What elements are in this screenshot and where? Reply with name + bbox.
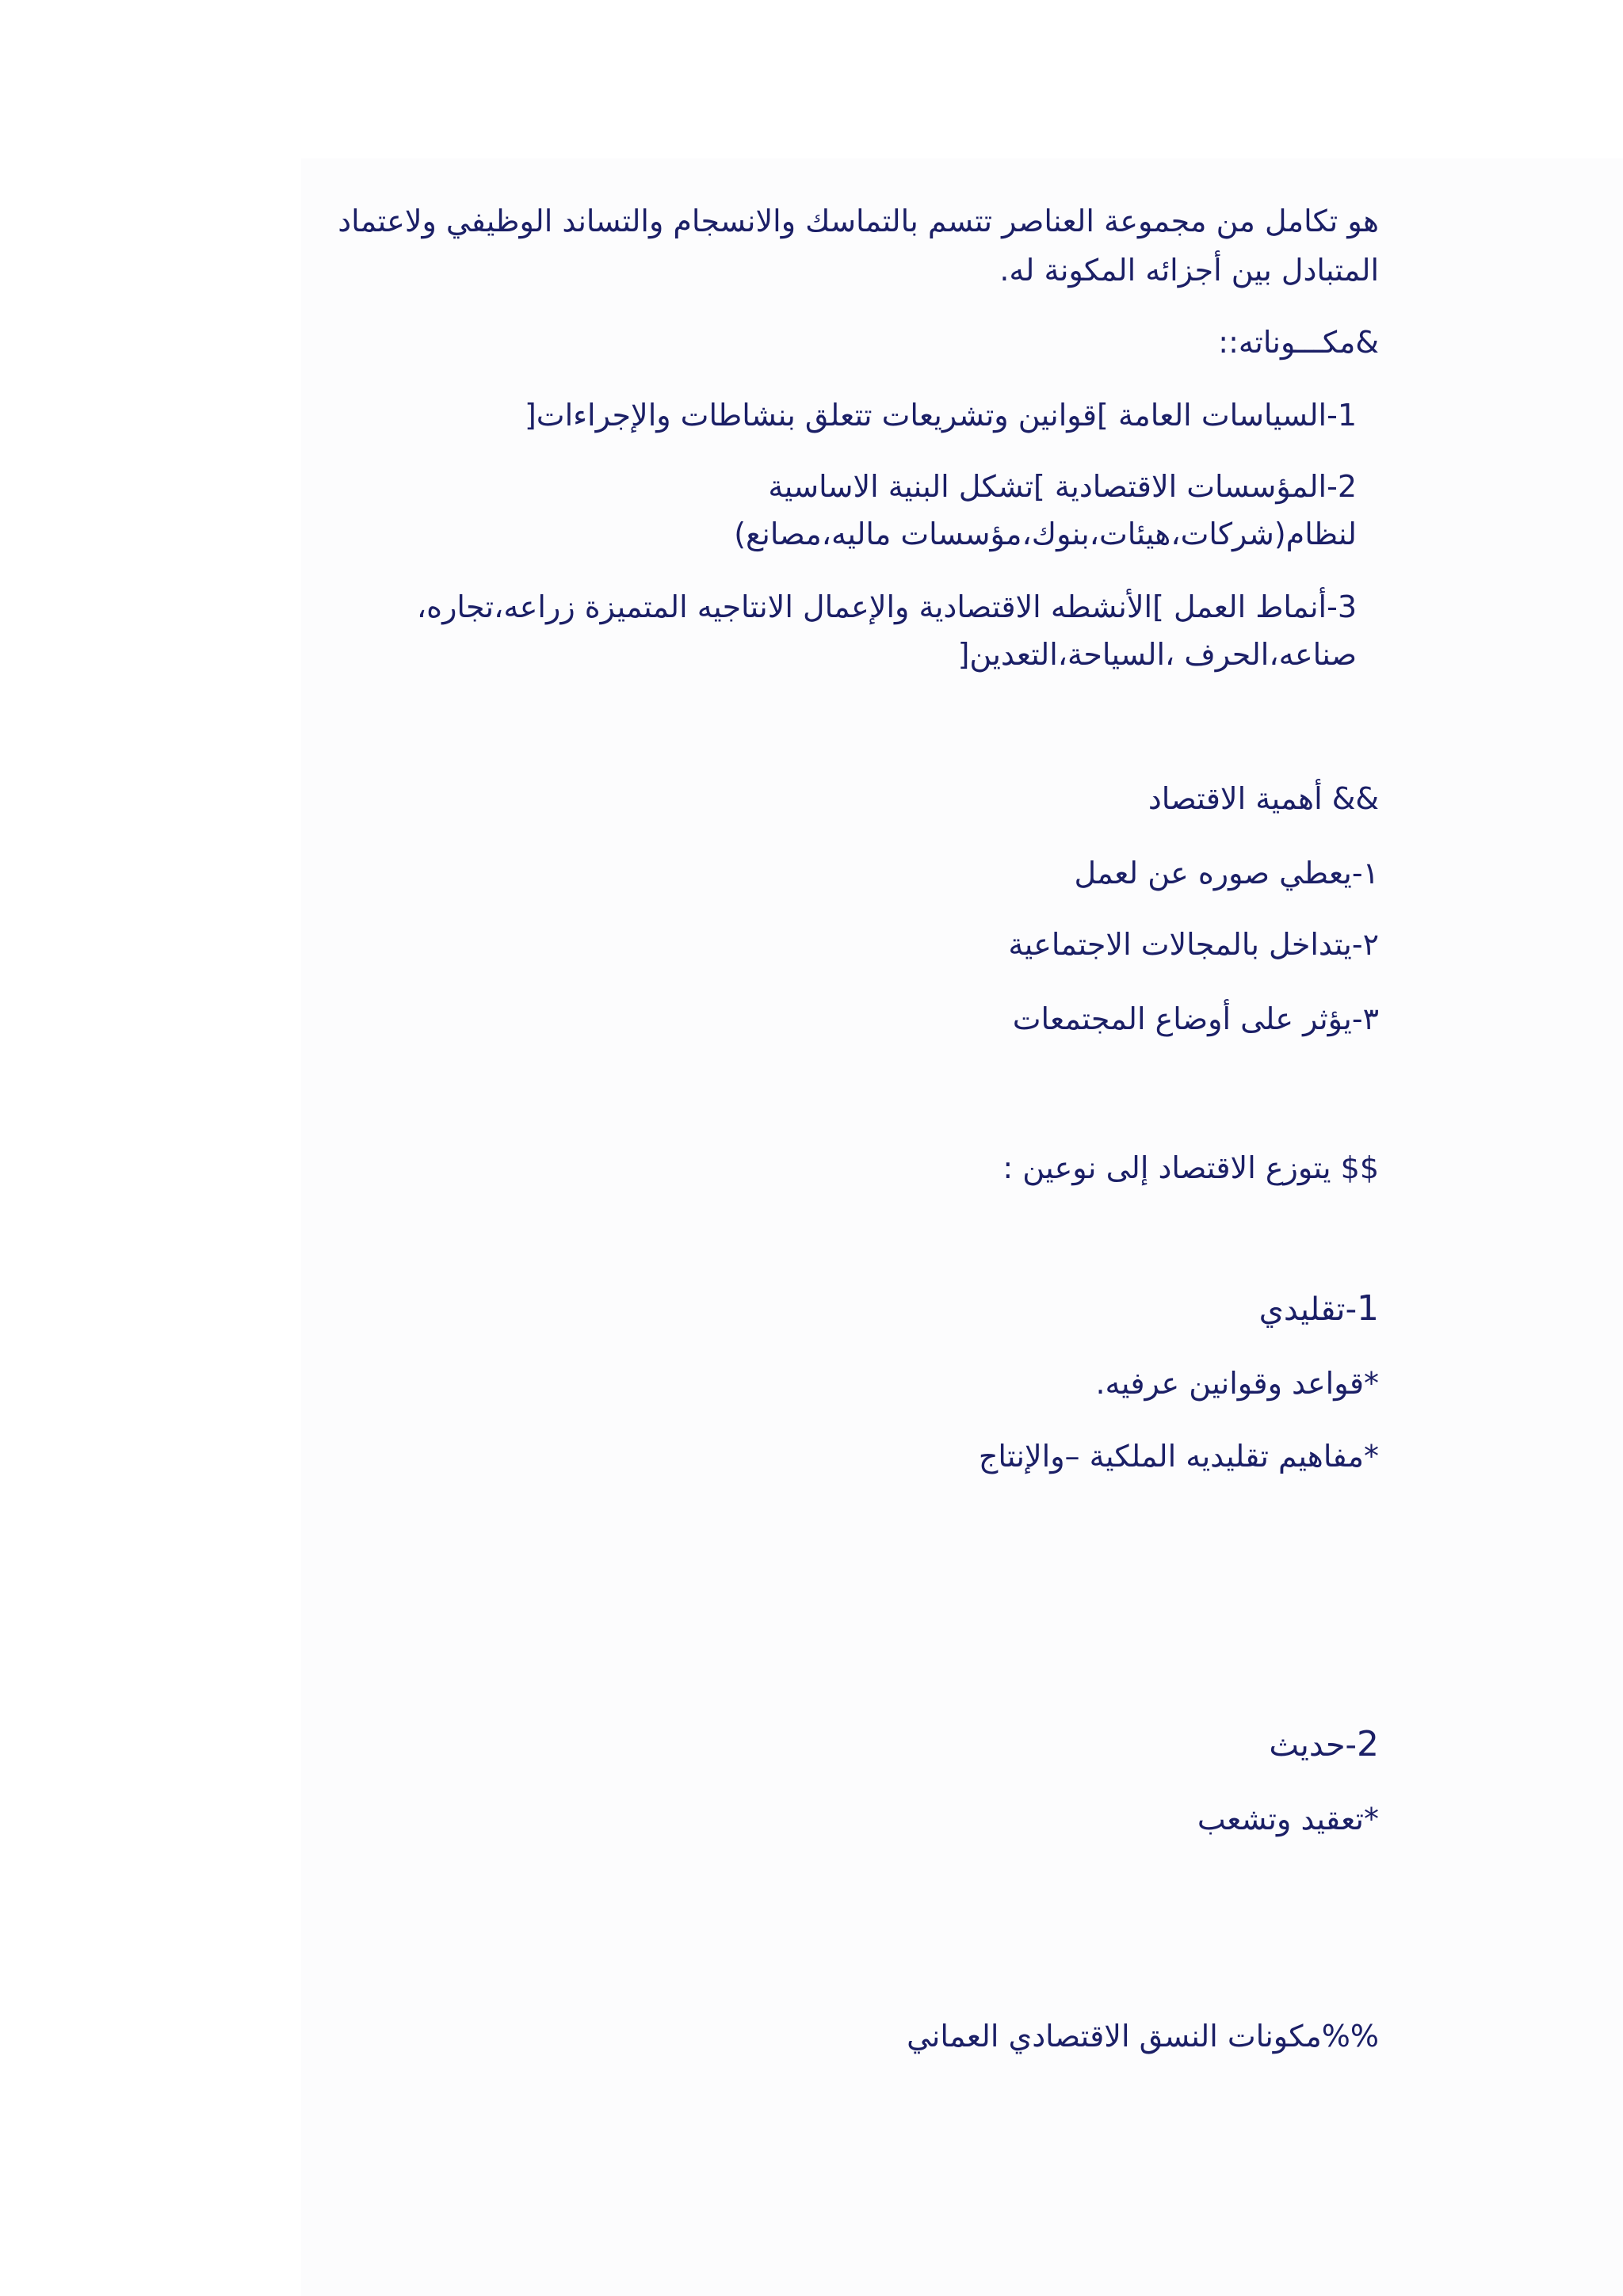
- importance-heading: && أهمية الاقتصاد: [1148, 781, 1379, 816]
- components-heading: &مكـــوناته::: [1218, 325, 1379, 360]
- types-heading: $$ يتوزع الاقتصاد إلى نوعين :: [1002, 1150, 1379, 1185]
- traditional-heading: [1259, 1285, 1379, 1333]
- importance-item-1: ١-يعطي صوره عن لعمل: [1074, 856, 1379, 891]
- components-item-1: [327, 391, 1357, 439]
- item-text: -السياسات العامة ]قوانين وتشريعات تتعلق بنشاطات والإجراءات[: [524, 398, 1338, 433]
- traditional-item-1: *قواعد وقوانين عرفيه.: [1095, 1366, 1379, 1401]
- modern-number: 2: [1357, 1724, 1379, 1764]
- item-text: -المؤسسات الاقتصادية ]تشكل البنية الاساسية لنظام(شركات،هيئات،بنوك،مؤسسات ماليه،مصانع): [734, 469, 1357, 551]
- traditional-label: -تقليدي: [1258, 1291, 1357, 1328]
- importance-item-2: ٢-يتداخل بالمجالات الاجتماعية: [1008, 927, 1379, 962]
- components-item-3: [327, 583, 1357, 678]
- omani-heading: %%مكونات النسق الاقتصادي العماني: [907, 2019, 1379, 2054]
- item-number: 2: [1337, 469, 1357, 504]
- components-item-2: [327, 463, 1357, 558]
- item-number: 3: [1337, 589, 1357, 624]
- modern-heading: [1269, 1721, 1379, 1769]
- traditional-item-2: *مفاهيم تقليديه الملكية –والإنتاج: [978, 1439, 1379, 1474]
- importance-item-3: ٣-يؤثر على أوضاع المجتمعات: [1012, 1001, 1379, 1036]
- document-page: [285, 0, 1379, 2296]
- intro-paragraph: هو تكامل من مجموعة العناصر تتسم بالتماسك والانسجام والتساند الوظيفي ولاعتماد المتبادل بين أجزائه المكونة له.: [338, 204, 1379, 288]
- modern-label: -حديث: [1269, 1727, 1357, 1764]
- traditional-number: 1: [1357, 1288, 1379, 1329]
- item-number: 1: [1337, 398, 1357, 433]
- modern-item-1: *تعقيد وتشعب: [1197, 1802, 1379, 1836]
- item-text: -أنماط العمل ]الأنشطه الاقتصادية والإعمال الانتاجيه المتميزة زراعه،تجاره، صناعه،الحرف ،السياحة،التعدين[: [416, 589, 1357, 672]
